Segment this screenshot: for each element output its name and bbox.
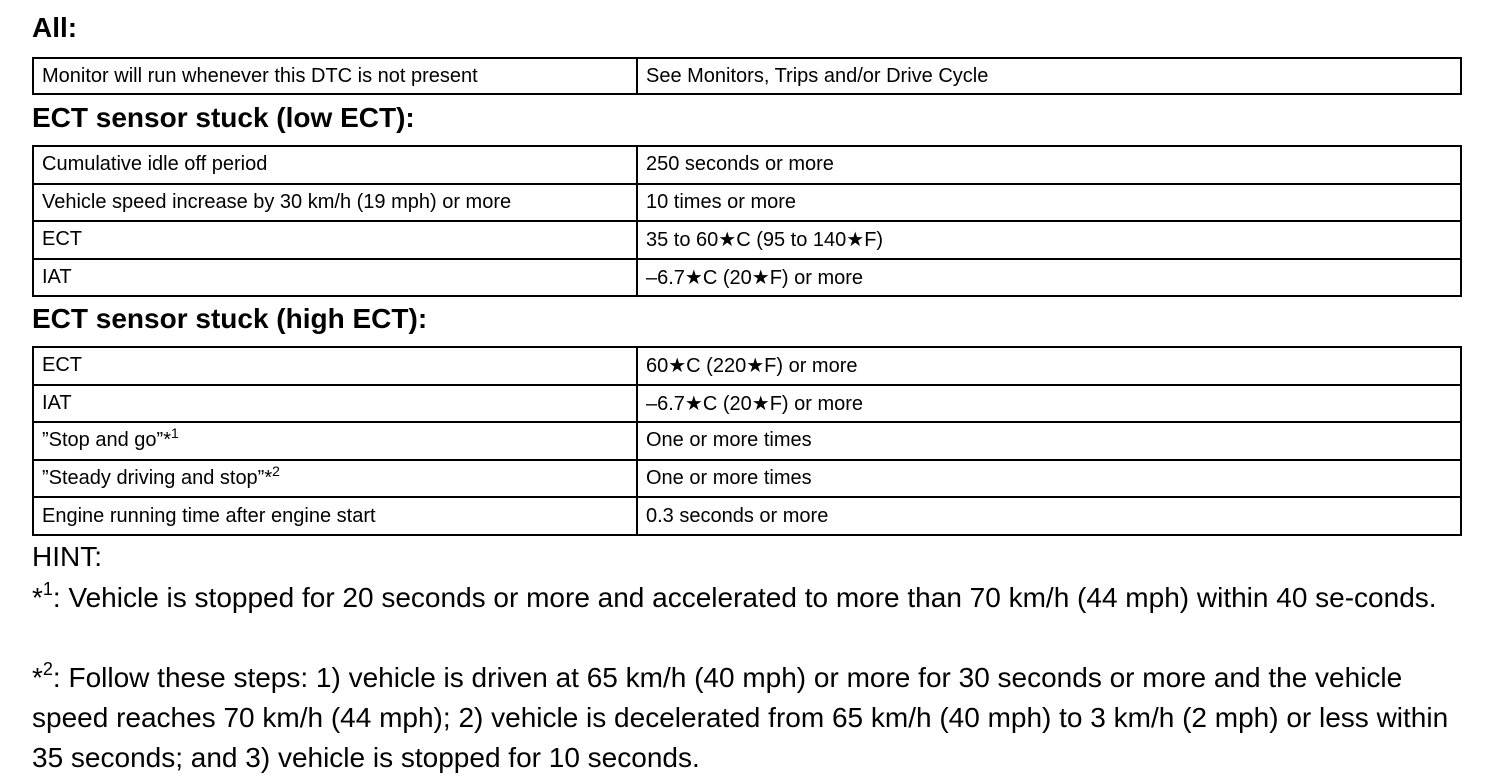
condition-cell: Vehicle speed increase by 30 km/h (19 mph) or more xyxy=(33,184,637,222)
table-row xyxy=(33,146,1461,184)
value-cell: –6.7★C (20★F) or more xyxy=(637,259,1461,297)
value-cell: See Monitors, Trips and/or Drive Cycle xyxy=(637,58,1461,94)
condition-cell: Cumulative idle off period xyxy=(33,146,637,184)
value-cell: 60★C (220★F) or more xyxy=(637,347,1461,385)
footnote-2 xyxy=(32,658,1472,778)
value-cell: 10 times or more xyxy=(637,184,1461,222)
condition-cell: ECT xyxy=(33,347,637,385)
conditions-table-high-ect xyxy=(32,346,1462,536)
table-row xyxy=(33,58,1461,94)
footnote-marker: * xyxy=(32,582,43,613)
footnote-number: 1 xyxy=(42,579,53,599)
value-cell: 250 seconds or more xyxy=(637,146,1461,184)
conditions-table-all xyxy=(32,57,1462,95)
value-cell: –6.7★C (20★F) or more xyxy=(637,385,1461,423)
condition-cell: IAT xyxy=(33,385,637,423)
condition-cell: Engine running time after engine start xyxy=(33,497,637,535)
table-row xyxy=(33,422,1461,460)
condition-cell xyxy=(33,422,637,460)
hint-title: HINT: xyxy=(32,541,102,572)
conditions-table-low-ect xyxy=(32,145,1462,297)
table-row xyxy=(33,221,1461,259)
value-cell: One or more times xyxy=(637,422,1461,460)
footnote-text: : Follow these steps: 1) vehicle is driven at 65 km/h (40 mph) or more for 30 seconds or more and the vehicle speed reaches 70 km/h (44 mph); 2) vehicle is decelerated from 65 km/h (40 mph) to 3 km/h (2 mph) or less within 35 seconds; and 3) vehicle is stopped for 10 seconds. xyxy=(32,662,1449,773)
condition-cell: Monitor will run whenever this DTC is not present xyxy=(33,58,637,94)
condition-text: ”Stop and go”* xyxy=(42,429,171,452)
condition-text: ”Steady driving and stop”* xyxy=(42,467,273,490)
value-cell: 0.3 seconds or more xyxy=(637,497,1461,535)
footnote-1 xyxy=(32,578,1472,618)
value-cell: 35 to 60★C (95 to 140★F) xyxy=(637,221,1461,259)
value-cell: One or more times xyxy=(637,460,1461,498)
condition-cell xyxy=(33,460,637,498)
table-row xyxy=(33,497,1461,535)
section-heading-all: All: xyxy=(32,12,78,43)
footnote-marker: * xyxy=(32,662,43,693)
footnote-text: : Vehicle is stopped for 20 seconds or more and accelerated to more than 70 km/h (44 mph) within 40 se-conds. xyxy=(52,582,1437,613)
table-row xyxy=(33,347,1461,385)
table-row xyxy=(33,385,1461,423)
section-heading-low-ect: ECT sensor stuck (low ECT): xyxy=(32,102,415,133)
table-row xyxy=(33,184,1461,222)
footnote-number: 2 xyxy=(42,659,53,679)
footnote-ref: 1 xyxy=(170,425,179,442)
section-heading-high-ect: ECT sensor stuck (high ECT): xyxy=(32,303,428,334)
condition-cell: ECT xyxy=(33,221,637,259)
table-row xyxy=(33,259,1461,297)
table-row xyxy=(33,460,1461,498)
footnote-ref: 2 xyxy=(272,463,280,480)
condition-cell: IAT xyxy=(33,259,637,297)
